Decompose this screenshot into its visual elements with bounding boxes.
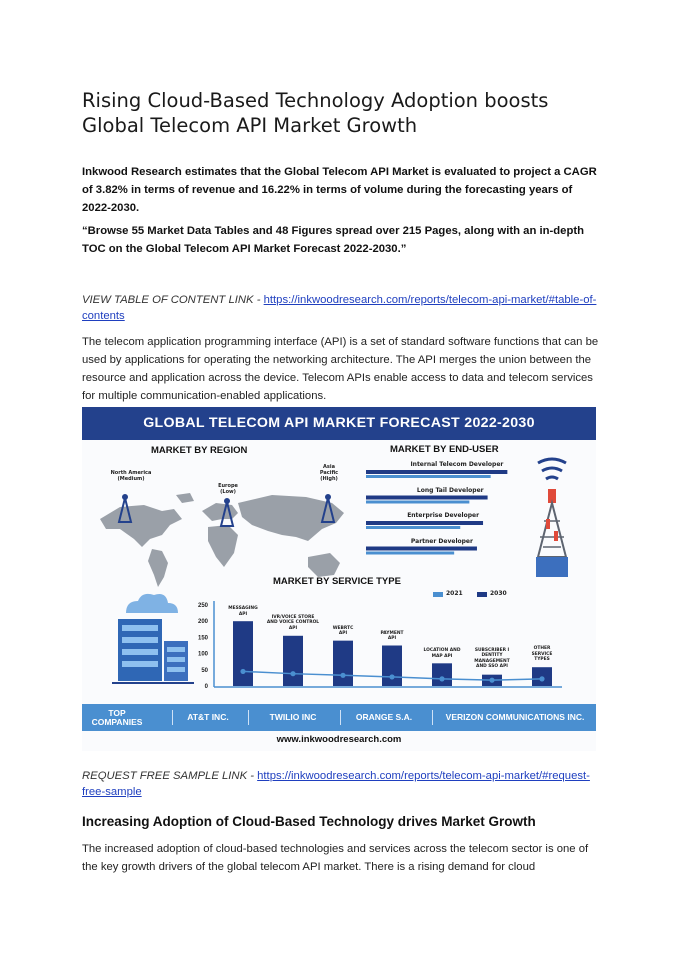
- sample-link[interactable]: https://inkwoodresearch.com/reports/telecom-api-market/#request-free-sample: [82, 770, 590, 798]
- title-line-1: Rising Cloud-Based Technology Adoption boosts: [82, 89, 549, 112]
- legend-label-2021: 2021: [446, 590, 463, 597]
- infographic-footer-url: www.inkwoodresearch.com: [276, 734, 402, 745]
- service-category-label: OTHER SERVICE TYPES: [531, 646, 553, 663]
- series-point-2021: [389, 674, 394, 679]
- series-point-2021: [290, 671, 295, 676]
- region-label-north-america: North America (Medium): [110, 470, 152, 482]
- company-separator: [432, 710, 433, 725]
- company-separator: [340, 710, 341, 725]
- series-point-2021: [340, 673, 345, 678]
- series-point-2021: [439, 676, 444, 681]
- service-bar: [382, 646, 402, 687]
- region-label-europe: Europe (Low): [218, 483, 238, 495]
- region-label-asia-pacific: Asia Pacific (High): [319, 464, 339, 482]
- toc-link-label: VIEW TABLE OF CONTENT LINK -: [82, 294, 264, 306]
- y-tick-label: 50: [201, 667, 208, 674]
- enduser-label: Enterprise Developer: [407, 512, 480, 519]
- browse-quote: “Browse 55 Market Data Tables and 48 Figures spread over 215 Pages, along with an in-depth TOC on the Global Telecom API Market Forecast 2022-2030.”: [82, 225, 585, 255]
- service-category-label: IVR/VOICE STORE AND VOICE CONTROL API: [266, 614, 320, 631]
- company-verizon: VERIZON COMMUNICATIONS INC.: [445, 712, 585, 722]
- company-separator: [248, 710, 249, 725]
- company-orange: ORANGE S.A.: [355, 712, 413, 722]
- top-companies-bar: [82, 704, 596, 731]
- series-point-2021: [240, 669, 245, 674]
- enduser-label: Long Tail Developer: [416, 486, 484, 494]
- service-bar: [283, 636, 303, 686]
- intro-paragraph: Inkwood Research estimates that the Global Telecom API Market is evaluated to project a CAGR of 3.82% in terms of revenue and 16.22% in terms of volume during the forecasting years of 2022-2030.: [82, 166, 597, 214]
- section-paragraph: The increased adoption of cloud-based technologies and services across the telecom sector is one of the key growth drivers of the global telecom API market. There is a rising demand for cloud: [82, 843, 589, 873]
- y-tick-label: 200: [197, 619, 208, 626]
- sample-link-label: REQUEST FREE SAMPLE LINK -: [82, 770, 258, 782]
- series-point-2021: [489, 678, 494, 683]
- service-category-label: LOCATION AND MAP API: [423, 648, 461, 659]
- y-tick-label: 0: [204, 684, 208, 690]
- enduser-label: Internal Telecom Developer: [410, 461, 504, 468]
- service-bar-chart: [82, 407, 596, 751]
- y-tick-label: 100: [197, 651, 208, 658]
- series-point-2021: [539, 676, 544, 681]
- title-line-2: Global Telecom API Market Growth: [82, 114, 418, 137]
- service-bar: [432, 663, 452, 686]
- enduser-title: MARKET BY END-USER: [390, 444, 499, 455]
- service-bar: [233, 621, 253, 686]
- service-category-label: MESSAGING API: [228, 606, 258, 617]
- sample-link-line: [82, 768, 602, 800]
- enduser-label: Partner Developer: [410, 537, 473, 545]
- legend-label-2030: 2030: [490, 590, 507, 597]
- y-tick-label: 250: [197, 603, 208, 609]
- y-tick-label: 150: [197, 635, 208, 642]
- section-heading: Increasing Adoption of Cloud-Based Technology drives Market Growth: [82, 814, 536, 829]
- top-companies-label: TOP COMPANIES: [91, 708, 143, 727]
- region-title: MARKET BY REGION: [151, 445, 248, 456]
- service-title: MARKET BY SERVICE TYPE: [273, 576, 401, 587]
- service-bar: [333, 641, 353, 686]
- company-att: AT&T INC.: [187, 712, 229, 722]
- toc-link[interactable]: https://inkwoodresearch.com/reports/telecom-api-market/#table-of-contents: [82, 294, 597, 322]
- service-category-label: WEBRTC API: [332, 625, 354, 637]
- infographic-header: GLOBAL TELECOM API MARKET FORECAST 2022-2030: [82, 407, 596, 440]
- market-infographic: [82, 407, 596, 751]
- company-twilio: TWILIO INC: [269, 712, 317, 722]
- page-title: [82, 88, 602, 138]
- service-category-label: PAYMENT API: [380, 630, 404, 641]
- description-paragraph: The telecom application programming interface (API) is a set of standard software functions that can be used by applications for operating the networking architecture. The API merges the union between the resource and application across the device. Telecom APIs enable access to data and telecom services for multiple communication-enabled applications.: [82, 336, 599, 402]
- service-category-label: SUBSCRIBER I DENTITY MANAGEMENT AND SSO API: [474, 647, 510, 670]
- toc-link-line: [82, 292, 602, 324]
- company-separator: [172, 710, 173, 725]
